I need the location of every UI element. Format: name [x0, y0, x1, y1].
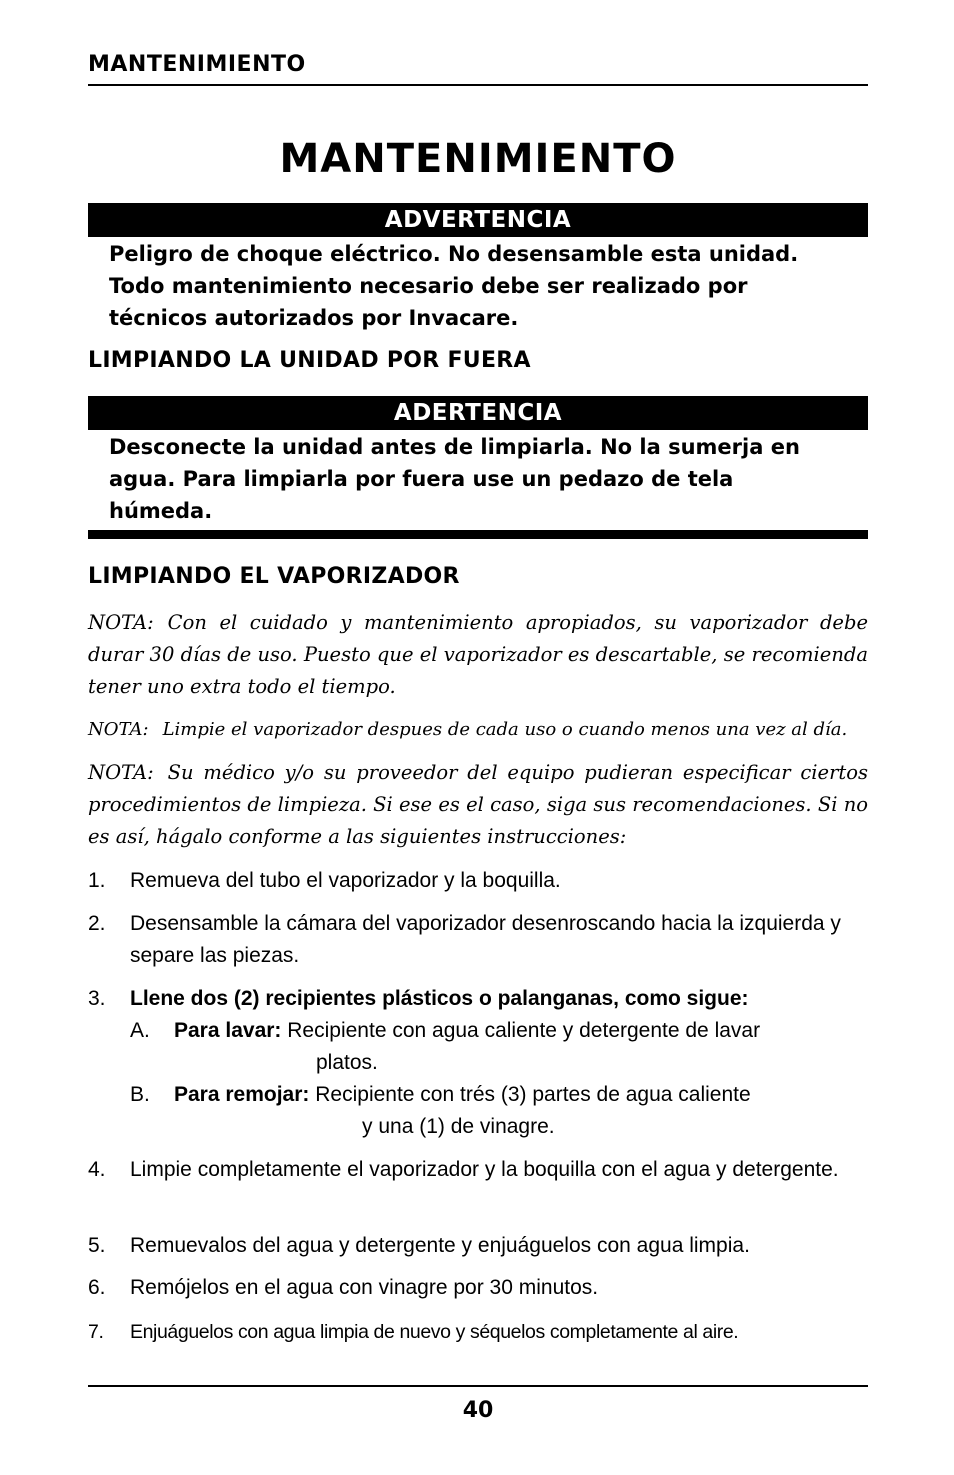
step-text: Remuevalos del agua y detergente y enjuáguelos con agua limpia.: [130, 1234, 750, 1257]
header-rule: [88, 84, 868, 86]
note-text: Limpie el vaporizador despues de cada uso o cuando menos una vez al día.: [162, 719, 848, 740]
note-3: [88, 757, 868, 853]
substep-label: Para lavar:: [174, 1019, 282, 1042]
step-text: Desensamble la cámara del vaporizador desenroscando hacia la izquierda y separe las piezas.: [130, 912, 841, 967]
footer-rule: [88, 1385, 868, 1387]
note-1: [88, 607, 868, 703]
substep-label: Para remojar:: [174, 1083, 310, 1106]
warning-line: Todo mantenimiento necesario debe ser realizado por: [109, 274, 748, 298]
note-label: NOTA:: [88, 761, 154, 784]
page-number: 40: [462, 1398, 494, 1423]
running-header: MANTENIMIENTO: [88, 52, 306, 77]
substep-text: Recipiente con trés (3) partes de agua caliente: [315, 1083, 751, 1106]
step-number: 3.: [88, 987, 106, 1010]
substep-text-continued: platos.: [316, 1051, 378, 1074]
step-number: 2.: [88, 912, 106, 935]
note-label: NOTA:: [88, 719, 149, 740]
note-2: [88, 714, 868, 746]
step-text: Enjuáguelos con agua limpia de nuevo y séquelos completamente al aire.: [130, 1321, 739, 1343]
step-number: 6.: [88, 1276, 106, 1299]
caution-line: Desconecte la unidad antes de limpiarla. No la sumerja en: [109, 435, 800, 459]
note-text: Con el cuidado y mantenimiento apropiados, su vaporizador debe durar 30 días de uso. Puesto que el vaporizador es descartable, se recomienda tener uno extra todo el tiempo.: [88, 611, 868, 698]
warning-banner: ADVERTENCIA: [88, 203, 868, 237]
substep-letter: B.: [130, 1083, 150, 1106]
section-heading-exterior: LIMPIANDO LA UNIDAD POR FUERA: [88, 348, 531, 373]
warning-line: Peligro de choque eléctrico. No desensamble esta unidad.: [109, 242, 799, 266]
section-heading-vaporizer: LIMPIANDO EL VAPORIZADOR: [88, 564, 460, 589]
step-number: 4.: [88, 1158, 106, 1181]
caution-text: [109, 431, 859, 527]
note-text: Su médico y/o su proveedor del equipo pudieran especificar ciertos procedimientos de limpieza. Si ese es el caso, siga sus recomendaciones. Si no es así, hágalo conforme a las siguientes instrucciones:: [88, 761, 868, 848]
step-text: Llene dos (2) recipientes plásticos o palanganas, como sigue:: [130, 987, 749, 1010]
step-number: 1.: [88, 869, 106, 892]
note-label: NOTA:: [88, 611, 154, 634]
step-text: Limpie completamente el vaporizador y la boquilla con el agua y detergente.: [130, 1158, 839, 1181]
caution-banner: ADERTENCIA: [88, 396, 868, 430]
step-text: Remueva del tubo el vaporizador y la boquilla.: [130, 869, 561, 892]
step-number: 5.: [88, 1234, 106, 1257]
page-title: MANTENIMIENTO: [279, 136, 677, 182]
caution-line: agua. Para limpiarla por fuera use un pedazo de tela: [109, 467, 734, 491]
substep-text-continued: y una (1) de vinagre.: [362, 1115, 555, 1138]
substep-text: Recipiente con agua caliente y detergente de lavar: [287, 1019, 761, 1042]
step-number: 7.: [88, 1321, 104, 1343]
caution-line: húmeda.: [109, 499, 213, 523]
warning-line: técnicos autorizados por Invacare.: [109, 306, 519, 330]
section-divider: [88, 530, 868, 539]
step-text: Remójelos en el agua con vinagre por 30 minutos.: [130, 1276, 599, 1299]
warning-text: [109, 238, 859, 334]
substep-letter: A.: [130, 1019, 150, 1042]
